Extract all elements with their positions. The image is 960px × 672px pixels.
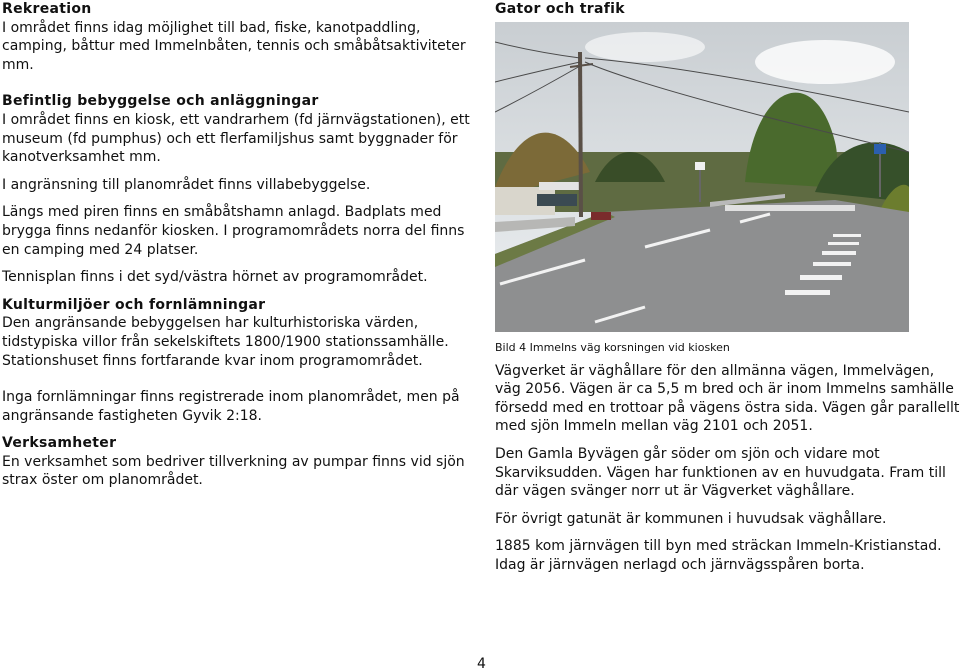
paragraph-kultur: Den angränsande bebyggelsen har kulturhistoriska värden, tidstypiska villor från sekelskiftets 1800/1900 stationssamhälle. Stationshuset finns fortfarande kvar inom programområdet. bbox=[2, 315, 449, 369]
heading-verksamheter: Verksamheter bbox=[2, 435, 117, 452]
right-column bbox=[495, 0, 960, 575]
heading-bebyggelse: Befintlig bebyggelse och anläggningar bbox=[2, 93, 319, 110]
paragraph-tennis: Tennisplan finns i det syd/västra hörnet av programområdet. bbox=[2, 269, 428, 286]
heading-rekreation: Rekreation bbox=[2, 1, 92, 17]
heading-gator: Gator och trafik bbox=[495, 1, 625, 17]
paragraph-gamla-byvagen: Den Gamla Byvägen går söder om sjön och vidare mot Skarviksudden. Vägen har funktionen av en huvudgata. Fram till där vägen svänger norr ut är Vägverket väghållare. bbox=[495, 445, 946, 500]
paragraph-angransning: I angränsning till planområdet finns villabebyggelse. bbox=[2, 176, 371, 193]
paragraph-fornlamningar: Inga fornlämningar finns registrerade inom planområdet, men på angränsande fastigheten Gyvik 2:18. bbox=[2, 389, 460, 424]
left-column bbox=[2, 0, 480, 490]
paragraph-piren: Längs med piren finns en småbåtshamn anlagd. Badplats med brygga finns nedanför kiosken. I programområdets norra del finns en camping med 24 platser. bbox=[2, 204, 465, 258]
paragraph-verksamheter: En verksamhet som bedriver tillverkning av pumpar finns vid sjön strax öster om planområdet. bbox=[2, 453, 465, 489]
photo-caption: Bild 4 Immelns väg korsningen vid kiosken bbox=[495, 340, 730, 354]
road-intersection-photo bbox=[495, 22, 909, 332]
paragraph-ovrigt: För övrigt gatunät är kommunen i huvudsak väghållare. bbox=[495, 510, 887, 527]
paragraph-rekreation: I området finns idag möjlighet till bad, fiske, kanotpaddling, camping, båttur med Immelnbåten, tennis och småbåtsaktiviteter mm. bbox=[2, 19, 466, 73]
paragraph-vagverket: Vägverket är väghållare för den allmänna vägen, Immelvägen, väg 2056. Vägen är ca 5,5 m bred och är inom Immelns samhälle försedd med en trottoar på vägens östra sida. Vägen går parallellt med sjön Immeln mellan väg 2101 och 2051. bbox=[495, 362, 960, 435]
page-number: 4 bbox=[477, 656, 486, 672]
heading-kultur: Kulturmiljöer och fornlämningar bbox=[2, 296, 266, 313]
paragraph-jarnvagen: 1885 kom järnvägen till byn med sträckan Immeln-Kristianstad. Idag är järnvägen nerlagd och järnvägsspåren borta. bbox=[495, 538, 942, 573]
paragraph-bebyggelse: I området finns en kiosk, ett vandrarhem (fd järnvägstationen), ett museum (fd pumphus) och ett flerfamiljshus samt byggnader för kanotverksamhet mm. bbox=[2, 111, 470, 166]
